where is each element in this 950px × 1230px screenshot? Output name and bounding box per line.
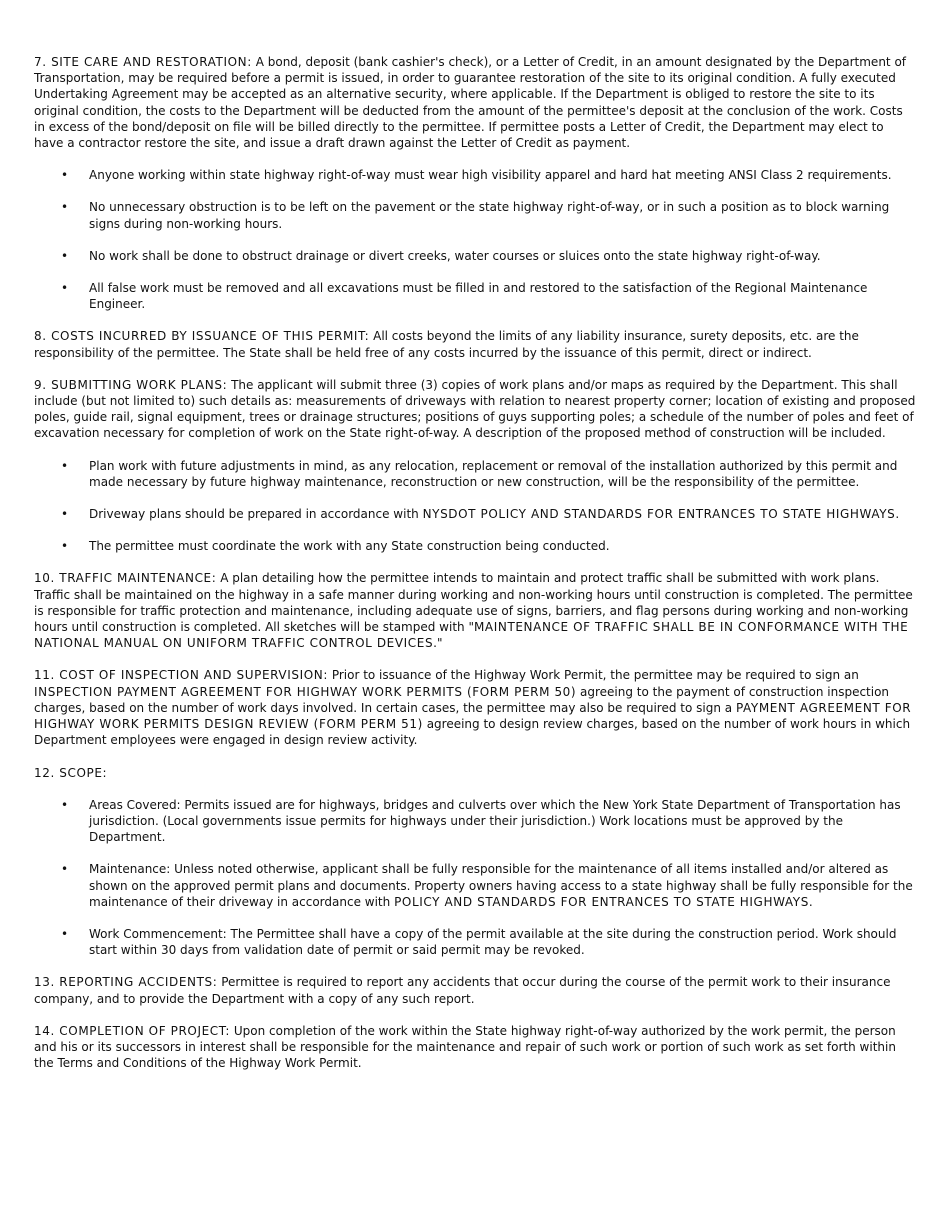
- section-13-body: Permittee is required to report any accidents that occur during the course of the permit work to their insurance company, and to provide the Department with a copy of any such report.: [34, 975, 891, 1006]
- list-item: • Maintenance: Unless noted otherwise, applicant shall be fully responsible for the maintenance of all items installed and/or altered as shown on the approved permit plans and documents. Property owners having access to a state highway shall be fully responsible for the maintenance of their driveway in accordance with POLICY AND STANDARDS FOR ENTRANCES TO STATE HIGHWAYS.: [61, 862, 913, 909]
- form-perm-50-reference: INSPECTION PAYMENT AGREEMENT FOR HIGHWAY WORK PERMITS (FORM PERM 50): [34, 684, 577, 699]
- section-8-heading: 8. COSTS INCURRED BY ISSUANCE OF THIS PERMIT:: [34, 329, 370, 344]
- section-11-paragraph: 11. COST OF INSPECTION AND SUPERVISION: Prior to issuance of the Highway Work Permit, the permittee may be required to sign an INSPECTION PAYMENT AGREEMENT FOR HIGHWAY WORK PERMITS (FORM PERM 50) agreeing to the payment of construction inspection charges, based on the number of work days involved. In certain cases, the permittee may also be required to sign a PAYMENT AGREEMENT FOR HIGHWAY WORK PERMITS DESIGN REVIEW (FORM PERM 51) agreeing to design review charges, based on the number of work hours in which Department employees were engaged in design review activity.: [34, 668, 912, 748]
- list-item: • All false work must be removed and all excavations must be filled in and restored to the satisfaction of the Regional Maintenance Engineer.: [61, 281, 868, 312]
- section-14-body: Upon completion of the work within the State highway right-of-way authorized by the work permit, the person and his or its successors in interest shall be responsible for the maintenance and repair of such work or portion of such work as set forth within the Terms and Conditions of the Highway Work Permit.: [34, 1023, 896, 1071]
- bullet-icon: •: [61, 926, 69, 941]
- section-7-paragraph: [34, 54, 916, 151]
- section-12-bullet-list: [34, 797, 916, 959]
- section-10-body: A plan detailing how the permittee intends to maintain and protect traffic shall be submitted with work plans. Traffic shall be maintained on the highway in a safe manner during working and non-working hours until construction is completed. The permittee is responsible for traffic protection and maintenance, including adequate use of signs, barriers, and flag persons during working and non-working hours until construction is completed. All sketches will be stamped with ": [34, 571, 913, 635]
- bullet-icon: •: [61, 458, 69, 473]
- item-label: Work Commencement:: [89, 926, 227, 941]
- item-label: Areas Covered:: [89, 797, 181, 812]
- section-11-heading: 11. COST OF INSPECTION AND SUPERVISION:: [34, 668, 328, 683]
- list-item: • The permittee must coordinate the work with any State construction being conducted.: [61, 539, 610, 554]
- stamp-text: MAINTENANCE OF TRAFFIC SHALL BE IN CONFORMANCE WITH THE NATIONAL MANUAL ON UNIFORM TRAFFIC CONTROL DEVICES: [34, 620, 909, 651]
- list-item: • No unnecessary obstruction is to be left on the pavement or the state highway right-of-way, or in such a position as to block warning signs during non-working hours.: [61, 200, 890, 231]
- bullet-icon: •: [61, 200, 69, 215]
- section-9-paragraph: [34, 377, 916, 442]
- section-12-scope: [34, 765, 916, 781]
- bullet-icon: •: [61, 248, 69, 263]
- list-item: • No work shall be done to obstruct drainage or divert creeks, water courses or sluices onto the state highway right-of-way.: [61, 248, 821, 263]
- section-14-paragraph: [34, 1023, 916, 1072]
- section-14-completion: [34, 1023, 916, 1072]
- list-item: • Driveway plans should be prepared in accordance with NYSDOT POLICY AND STANDARDS FOR ENTRANCES TO STATE HIGHWAYS.: [61, 507, 900, 522]
- section-11-inspection: [34, 667, 916, 748]
- section-10-paragraph: 10. TRAFFIC MAINTENANCE: A plan detailing how the permittee intends to maintain and protect traffic shall be submitted with work plans. Traffic shall be maintained on the highway in a safe manner during working and non-working hours until construction is completed. The permittee is responsible for traffic protection and maintenance, including adequate use of signs, barriers, and flag persons during working and non-working hours until construction is completed. All sketches will be stamped with "MAINTENANCE OF TRAFFIC SHALL BE IN CONFORMANCE WITH THE NATIONAL MANUAL ON UNIFORM TRAFFIC CONTROL DEVICES.": [34, 571, 913, 651]
- section-8-paragraph: [34, 328, 916, 360]
- item-label: Maintenance:: [89, 862, 171, 877]
- section-8-costs: [34, 328, 916, 360]
- section-9-bullet-list: [34, 458, 916, 555]
- bullet-icon: •: [61, 862, 69, 877]
- section-9-body: The applicant will submit three (3) copies of work plans and/or maps as required by the Department. This shall include (but not limited to) such details as: measurements of driveways with relation to nearest property corner; location of existing and proposed poles, guide rail, signal equipment, trees or drainage structures; positions of guys supporting poles; a schedule of the number of poles and feet of excavation necessary for completion of work on the State right-of-way. A description of the proposed method of construction will be included.: [34, 377, 916, 441]
- form-perm-51-reference: PAYMENT AGREEMENT FOR HIGHWAY WORK PERMITS DESIGN REVIEW (FORM PERM 51): [34, 700, 912, 732]
- list-item: • Anyone working within state highway right-of-way must wear high visibility apparel and hard hat meeting ANSI Class 2 requirements.: [61, 168, 892, 183]
- section-9-work-plans: [34, 377, 916, 442]
- section-10-heading: 10. TRAFFIC MAINTENANCE:: [34, 571, 217, 586]
- policy-reference: POLICY AND STANDARDS FOR ENTRANCES TO STATE HIGHWAYS.: [394, 894, 814, 909]
- section-12-heading: 12. SCOPE:: [34, 765, 108, 780]
- section-7-site-care: [34, 54, 916, 151]
- section-12-paragraph: [34, 765, 916, 781]
- section-13-accidents: [34, 974, 916, 1006]
- section-10-traffic: [34, 570, 916, 651]
- list-item: • Plan work with future adjustments in mind, as any relocation, replacement or removal of the installation authorized by this permit and made necessary by future highway maintenance, reconstruction or new construction, will be the responsibility of the permittee.: [61, 458, 898, 489]
- bullet-icon: •: [61, 168, 69, 183]
- bullet-icon: •: [61, 507, 69, 522]
- section-7-bullet-list: [34, 167, 916, 312]
- section-7-heading: 7. SITE CARE AND RESTORATION:: [34, 55, 252, 69]
- list-item: • Areas Covered: Permits issued are for highways, bridges and culverts over which the New York State Department of Transportation has jurisdiction. (Local governments issue permits for highways under their jurisdiction.) Work locations must be approved by the Department.: [61, 797, 901, 845]
- section-13-heading: 13. REPORTING ACCIDENTS:: [34, 975, 218, 990]
- bullet-icon: •: [61, 539, 69, 554]
- section-9-heading: 9. SUBMITTING WORK PLANS:: [34, 377, 228, 392]
- section-8-body: All costs beyond the limits of any liability insurance, surety deposits, etc. are the responsibility of the permittee. The State shall be held free of any costs incurred by the issuance of this permit, direct or indirect.: [34, 329, 859, 360]
- bullet-icon: •: [61, 797, 69, 812]
- section-14-heading: 14. COMPLETION OF PROJECT:: [34, 1023, 231, 1038]
- bullet-icon: •: [61, 281, 69, 296]
- section-13-paragraph: [34, 974, 916, 1006]
- list-item: • Work Commencement: The Permittee shall have a copy of the permit available at the site during the construction period. Work should start within 30 days from validation date of permit or said permit may be revoked.: [61, 926, 897, 958]
- section-7-body: A bond, deposit (bank cashier's check), or a Letter of Credit, in an amount designated by the Department of Transportation, may be required before a permit is issued, in order to guarantee restoration of the site to its original condition. A fully executed Undertaking Agreement may be accepted as an alternative security, where applicable. If the Department is obliged to restore the site to its original condition, the costs to the Department will be deducted from the amount of the permittee's deposit at the conclusion of the work. Costs in excess of the bond/deposit on file will be billed directly to the permittee. If permittee posts a Letter of Credit, the Department may elect to have a contractor restore the site, and issue a draft drawn against the Letter of Credit as payment.: [34, 55, 907, 151]
- policy-reference: NYSDOT POLICY AND STANDARDS FOR ENTRANCES TO STATE HIGHWAYS.: [422, 507, 900, 522]
